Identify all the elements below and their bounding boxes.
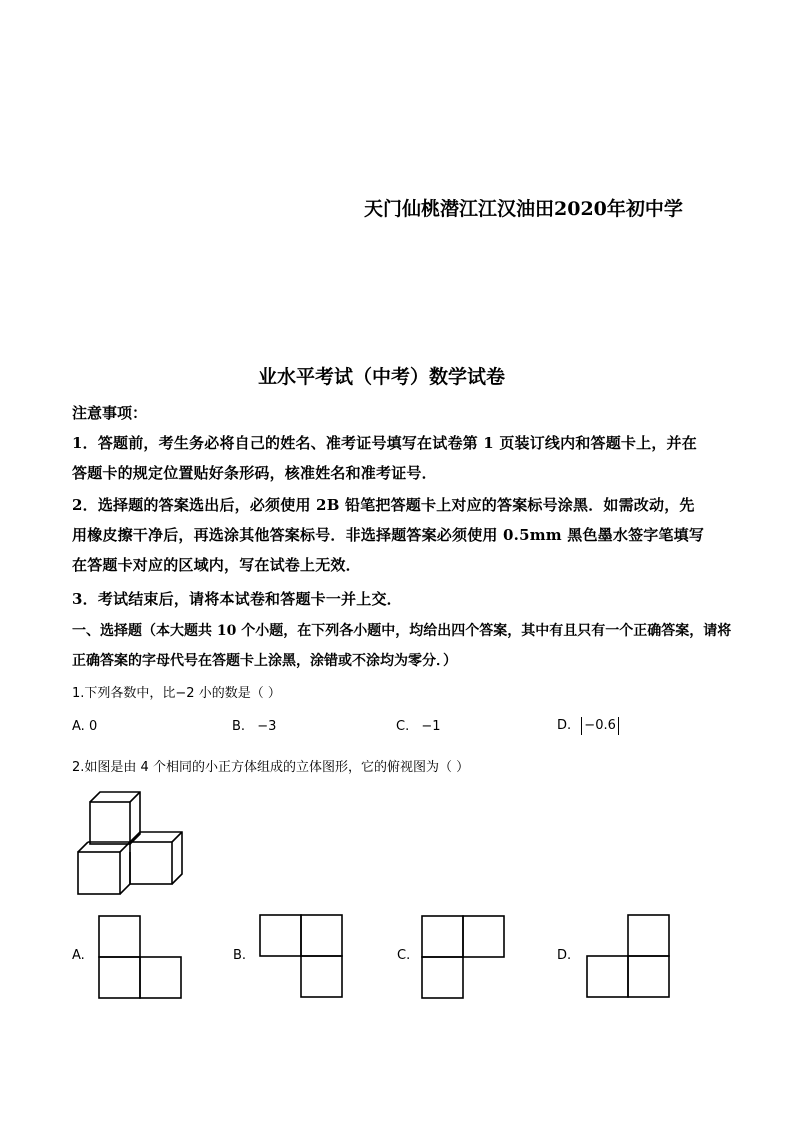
note-1-line-2: 答题卡的规定位置贴好条形码，核准姓名和准考证号． <box>72 464 437 482</box>
section-1-heading-line-1: 一、选择题（本大题共 10 个小题，在下列各小题中，均给出四个答案，其中有且只有一个正确答案，请将 <box>72 623 732 639</box>
q2-option-a: A. <box>72 948 85 963</box>
note-2-line-2: 用橡皮擦干净后，再选涂其他答案标号．非选择题答案必须使用 0.5mm 黑色墨水签字笔填写 <box>72 526 705 544</box>
section-1-heading-line-2: 正确答案的字母代号在答题卡上涂黑，涂错或不涂均为零分．） <box>72 653 457 669</box>
note-2-line-1: 2．选择题的答案选出后，必须使用 2B 铅笔把答题卡上对应的答案标号涂黑．如需改动，先 <box>72 496 695 514</box>
absolute-value-expression: −0.6 <box>581 717 619 735</box>
cube-solid-figure <box>76 790 188 896</box>
option-letter: D. <box>557 718 572 733</box>
top-view-option-b-figure <box>259 914 343 998</box>
top-view-option-c-figure <box>421 915 505 999</box>
exam-title-line2: 业水平考试（中考）数学试卷 <box>258 366 506 388</box>
q1-option-d <box>557 717 619 735</box>
top-view-option-d-figure <box>586 914 670 998</box>
q2-option-b: B. <box>233 948 247 963</box>
question-2-stem: 2.如图是由 4 个相同的小正方体组成的立体图形，它的俯视图为（ ） <box>72 760 470 775</box>
exam-title-line1: 天门仙桃潜江江汉油田2020年初中学 <box>364 198 683 220</box>
option-letter: C. <box>396 719 410 734</box>
q1-option-c <box>396 719 441 734</box>
note-3: 3．考试结束后，请将本试卷和答题卡一并上交． <box>72 590 402 608</box>
top-view-option-a-figure <box>98 915 182 999</box>
option-letter: A. <box>72 719 85 734</box>
notes-heading: 注意事项： <box>72 404 148 422</box>
q1-option-b <box>232 719 276 734</box>
q1-option-a <box>72 719 97 734</box>
option-value: −3 <box>257 719 277 734</box>
q2-option-d: D. <box>557 948 572 963</box>
option-value: −1 <box>421 719 441 734</box>
q2-option-c: C. <box>397 948 411 963</box>
option-value: 0 <box>88 719 98 734</box>
option-letter: B. <box>232 719 246 734</box>
note-1-line-1: 1．答题前，考生务必将自己的姓名、准考证号填写在试卷第 1 页装订线内和答题卡上，并在 <box>72 434 697 452</box>
question-1-stem: 1.下列各数中，比−2 小的数是（ ） <box>72 686 281 701</box>
note-2-line-3: 在答题卡对应的区域内，写在试卷上无效． <box>72 556 361 574</box>
